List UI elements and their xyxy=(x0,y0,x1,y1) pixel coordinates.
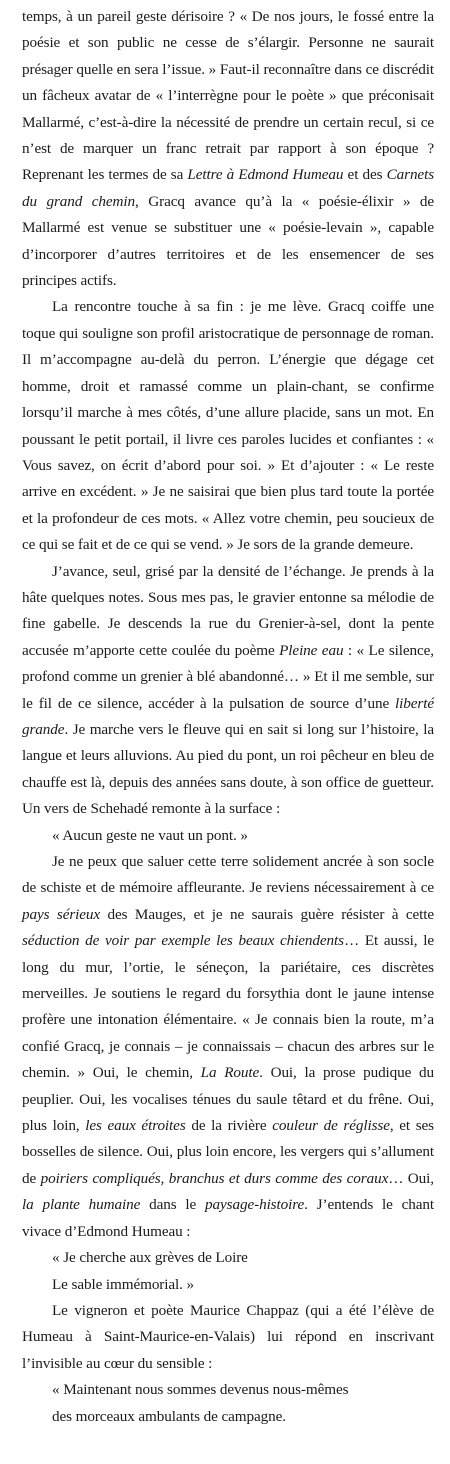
text-run: … Oui, xyxy=(388,1169,434,1187)
text-run: Le vigneron et poète Maurice Chappaz (qui a été l’élève de Humeau à Saint-Maurice-en-Valais) lui répond en inscrivant l’invisible au cœur du sensible : xyxy=(22,1301,434,1372)
verse-line xyxy=(22,1245,434,1271)
paragraph xyxy=(22,849,434,1245)
italic-phrase: séduction de voir par exemple les beaux chiendents xyxy=(22,932,344,950)
verse-line xyxy=(22,1272,434,1298)
italic-phrase: liberté grande xyxy=(22,694,434,738)
text-run: « Aucun geste ne vaut un pont. » xyxy=(52,826,248,844)
text-run: , Gracq avance qu’à la « poésie-élixir » de Mallarmé est venue se substituer une « poésie-levain », capable d’incorporer d’autres territoires et de les ensemencer de ses principes actifs. xyxy=(22,192,434,290)
italic-phrase: paysage-histoire xyxy=(205,1196,305,1214)
text-run: des morceaux ambulants de campagne. xyxy=(52,1407,286,1425)
text-run: de la rivière xyxy=(185,1117,273,1135)
italic-phrase: pays sérieux xyxy=(22,905,101,923)
text-run: Je ne peux que saluer cette terre solidement ancrée à son socle de schiste et de mémoire affleurante. Je reviens nécessairement à ce xyxy=(22,853,434,897)
text-run: , et ses bosselles de silence. Oui, plus loin encore, les vergers qui s’allument de xyxy=(22,1117,434,1187)
text-run: temps, à un pareil geste dérisoire ? « De nos jours, le fossé entre la poésie et son public ne cesse de s’élargir. Personne ne saurait présager quelle en sera l’issue. » Faut-il reconnaître dans ce discrédit un fâcheux avatar de « l’interrègne pour le poète » que préconisait Mallarmé, c’est-à-dire la nécessité de prendre un certain recul, si ce n’est de marquer un franc retrait par rapport à son époque ? Reprenant les termes de sa xyxy=(22,8,434,184)
book-title: Lettre à Edmond Humeau xyxy=(187,166,344,184)
italic-phrase: les eaux étroites xyxy=(85,1117,186,1135)
text-run: et des xyxy=(343,166,387,184)
verse-quote xyxy=(22,823,434,849)
text-run: . Oui, la prose pudique du peuplier. Oui, les vocalises ténues du saule têtard et du frêne. Oui, plus loin, xyxy=(22,1064,435,1135)
paragraph xyxy=(22,559,434,823)
verse-line xyxy=(22,1377,434,1403)
text-run: : « Le silence, profond comme un grenier à blé abandonné… » Et il me semble, sur le fil de ce silence, accéder à la pulsation de source d’une xyxy=(22,641,434,712)
verse-line xyxy=(22,1404,434,1430)
italic-phrase: la plante humaine xyxy=(22,1196,141,1214)
book-title: Carnets du grand chemin xyxy=(22,166,435,210)
text-run: . Je marche vers le fleuve qui en sait si long sur l’histoire, la langue et leurs alluvions. Au pied du pont, un roi pêcheur en bleu de chauffe est là, depuis des années sans doute, à son office de guetteur. Un vers de Schehadé remonte à la surface : xyxy=(22,720,434,818)
text-run: « Je cherche aux grèves de Loire xyxy=(52,1249,248,1267)
italic-phrase: couleur de réglisse xyxy=(272,1117,390,1135)
text-run: La rencontre touche à sa fin : je me lève. Gracq coiffe une toque qui souligne son profil aristocratique de personnage de roman. Il m’accompagne au-delà du perron. L’énergie que dégage cet homme, droit et ramassé comme un plain-chant, se confirme lorsqu’il marche à mes côtés, d’une allure placide, sans un mot. En poussant le petit portail, il livre ces paroles lucides et confiantes : « Vous savez, on écrit d’abord pour soi. » Et d’ajouter : « Le reste arrive en excédent. » Je ne saisirai que bien plus tard toute la portée et la profondeur de ces mots. « Allez votre chemin, peu soucieux de ce qui se fait et de ce qui se vend. » Je sors de la grande demeure. xyxy=(22,298,434,554)
text-run: dans le xyxy=(140,1196,206,1214)
text-run: . J’entends le chant vivace d’Edmond Humeau : xyxy=(22,1196,434,1240)
text-run: … Et aussi, le long du mur, l’ortie, le séneçon, la pariétaire, ces discrètes merveilles. Je soutiens le regard du forsythia dont le jaune intense profère une intonation élémentaire. « Je connais bien la route, m’a confié Gracq, je connais – je connaissais – chacun des arbres sur le chemin. » Oui, le chemin, xyxy=(22,932,434,1082)
paragraph xyxy=(22,294,434,558)
paragraph xyxy=(22,4,434,294)
text-run: des Mauges, et je ne saurais guère résister à cette xyxy=(100,905,435,923)
text-run: « Maintenant nous sommes devenus nous-mêmes xyxy=(52,1381,349,1399)
poem-title: Pleine eau xyxy=(279,641,344,659)
paragraph xyxy=(22,1298,434,1377)
book-title: La Route xyxy=(200,1064,260,1082)
italic-phrase: poiriers compliqués, branchus et durs comme des coraux xyxy=(40,1169,389,1187)
text-run: Le sable immémorial. » xyxy=(52,1275,195,1293)
text-run: J’avance, seul, grisé par la densité de l’échange. Je prends à la hâte quelques notes. Sous mes pas, le gravier entonne sa mélodie de fine gabelle. Je descends la rue du Grenier-à-sel, dont la pente accusée m’apporte cette coulée du poème xyxy=(22,562,434,659)
body-text xyxy=(22,4,434,1430)
